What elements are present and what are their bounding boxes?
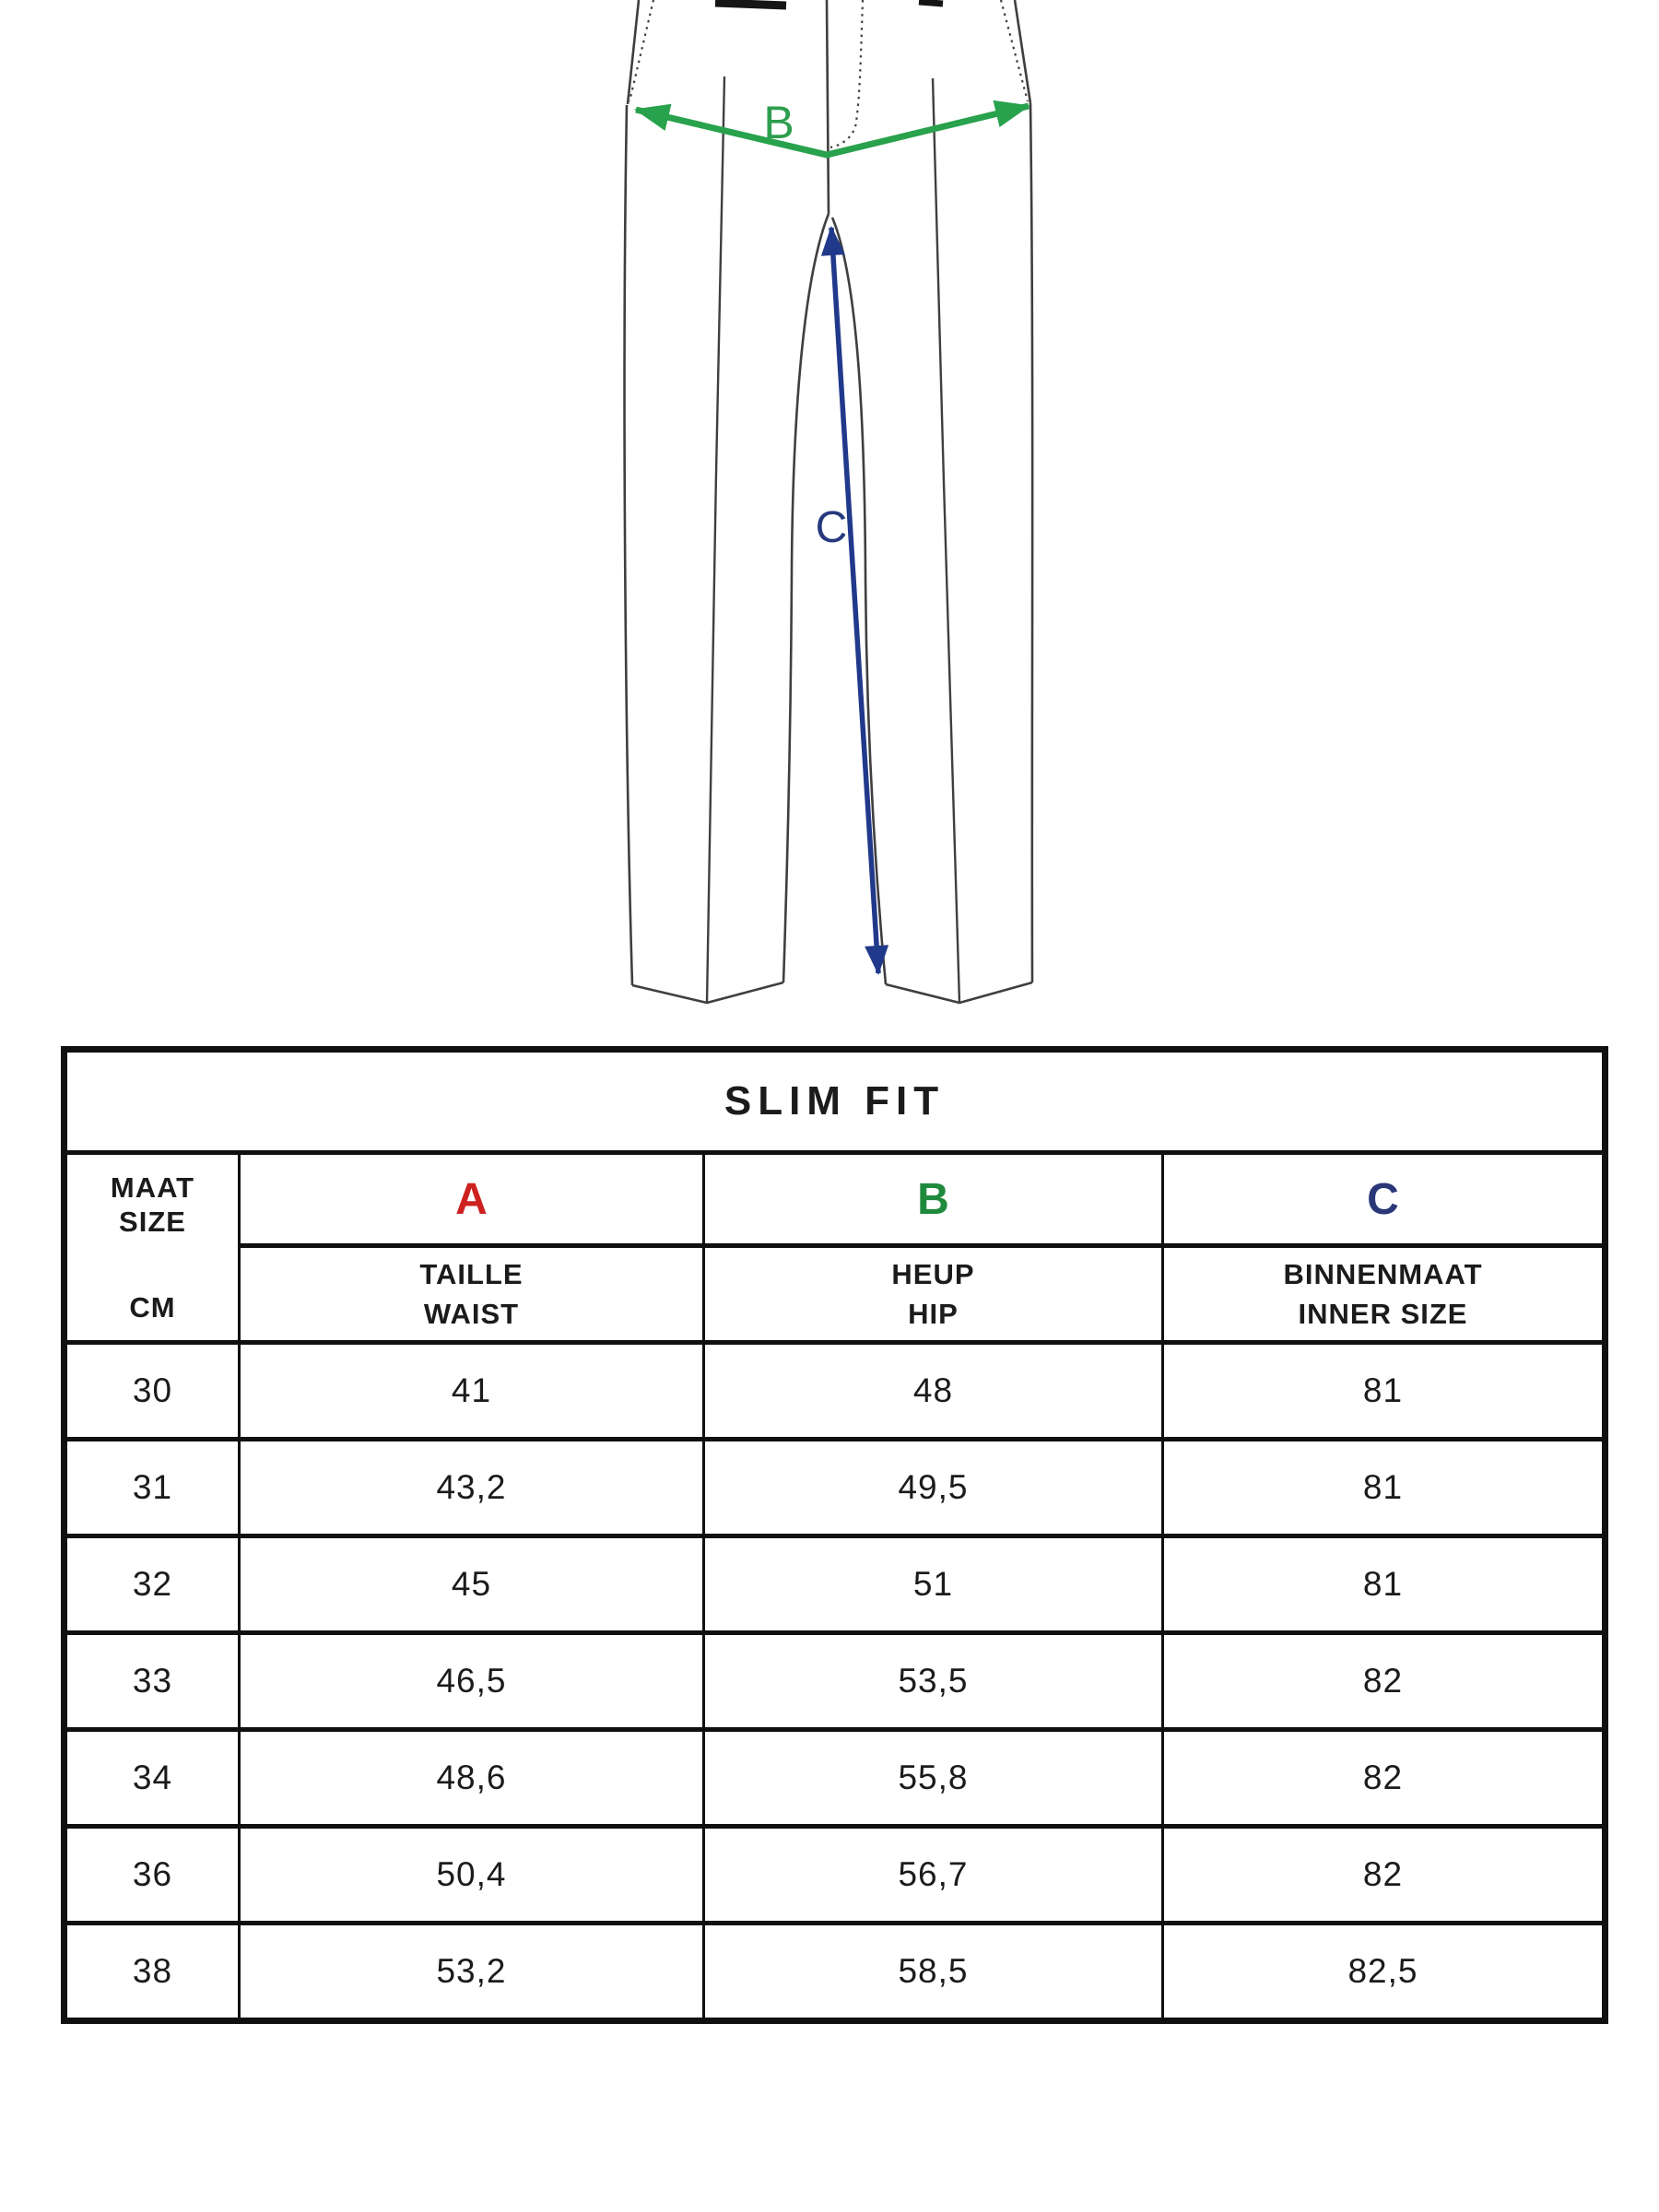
cell-c: 82,5 (1163, 1924, 1606, 2021)
left-inseam (783, 214, 829, 982)
table-row (65, 1343, 1606, 1440)
table-title-row (65, 1050, 1606, 1153)
size-table (61, 1046, 1608, 2024)
size-header-cell (65, 1153, 240, 1343)
column-label-c (1163, 1246, 1606, 1343)
trousers-diagram (0, 0, 1659, 1046)
cell-b: 53,5 (704, 1633, 1163, 1730)
cell-size: 36 (65, 1827, 240, 1924)
cell-a: 53,2 (240, 1924, 704, 2021)
table-row (65, 1924, 1606, 2021)
cell-a: 46,5 (240, 1633, 704, 1730)
size-header-line1: MAAT (110, 1171, 195, 1204)
cell-size: 38 (65, 1924, 240, 2021)
cell-c: 81 (1163, 1343, 1606, 1440)
cell-c: 82 (1163, 1730, 1606, 1827)
size-header-unit: CM (129, 1291, 176, 1324)
label-c-nl: BINNENMAAT (1283, 1257, 1483, 1290)
cell-b: 48 (704, 1343, 1163, 1440)
table-row (65, 1440, 1606, 1536)
table-row (65, 1827, 1606, 1924)
cell-c: 82 (1163, 1827, 1606, 1924)
table-letter-row (65, 1153, 1606, 1246)
cell-c: 81 (1163, 1440, 1606, 1536)
column-letter-c: C (1163, 1153, 1606, 1246)
right-crease (933, 78, 959, 1003)
cell-size: 31 (65, 1440, 240, 1536)
cell-c: 81 (1163, 1536, 1606, 1633)
right-pocket-line (1015, 0, 1030, 103)
cell-a: 45 (240, 1536, 704, 1633)
measure-label-c: C (815, 503, 848, 552)
measure-label-b: B (763, 97, 794, 148)
cell-b: 51 (704, 1536, 1163, 1633)
column-label-b (704, 1246, 1163, 1343)
label-b-en: HIP (908, 1298, 959, 1330)
waistband-left-segment (715, 3, 786, 6)
table-row (65, 1536, 1606, 1633)
table-row (65, 1633, 1606, 1730)
center-front-seam (827, 0, 829, 214)
cell-size: 32 (65, 1536, 240, 1633)
fly-stitch (830, 0, 863, 147)
cell-a: 41 (240, 1343, 704, 1440)
cell-a: 43,2 (240, 1440, 704, 1536)
cell-b: 58,5 (704, 1924, 1163, 2021)
cell-a: 48,6 (240, 1730, 704, 1827)
cell-size: 34 (65, 1730, 240, 1827)
cell-size: 30 (65, 1343, 240, 1440)
table-label-row (65, 1246, 1606, 1343)
right-outer-seam (1030, 103, 1032, 982)
left-crease (707, 76, 724, 1003)
waistband-right-segment (919, 2, 943, 4)
size-header-line2: SIZE (119, 1205, 186, 1238)
label-a-en: WAIST (423, 1298, 520, 1330)
cell-size: 33 (65, 1633, 240, 1730)
cell-a: 50,4 (240, 1827, 704, 1924)
label-c-en: INNER SIZE (1298, 1298, 1468, 1330)
table-row (65, 1730, 1606, 1827)
column-label-a (240, 1246, 704, 1343)
label-b-nl: HEUP (891, 1257, 975, 1290)
label-a-nl: TAILLE (419, 1257, 524, 1290)
measure-arrow-c (831, 228, 878, 973)
column-letter-b: B (704, 1153, 1163, 1246)
cell-b: 49,5 (704, 1440, 1163, 1536)
column-letter-a: A (240, 1153, 704, 1246)
cell-b: 55,8 (704, 1730, 1163, 1827)
cell-b: 56,7 (704, 1827, 1163, 1924)
cell-c: 82 (1163, 1633, 1606, 1730)
left-outer-seam (625, 105, 632, 985)
table-title: SLIM FIT (65, 1050, 1606, 1153)
